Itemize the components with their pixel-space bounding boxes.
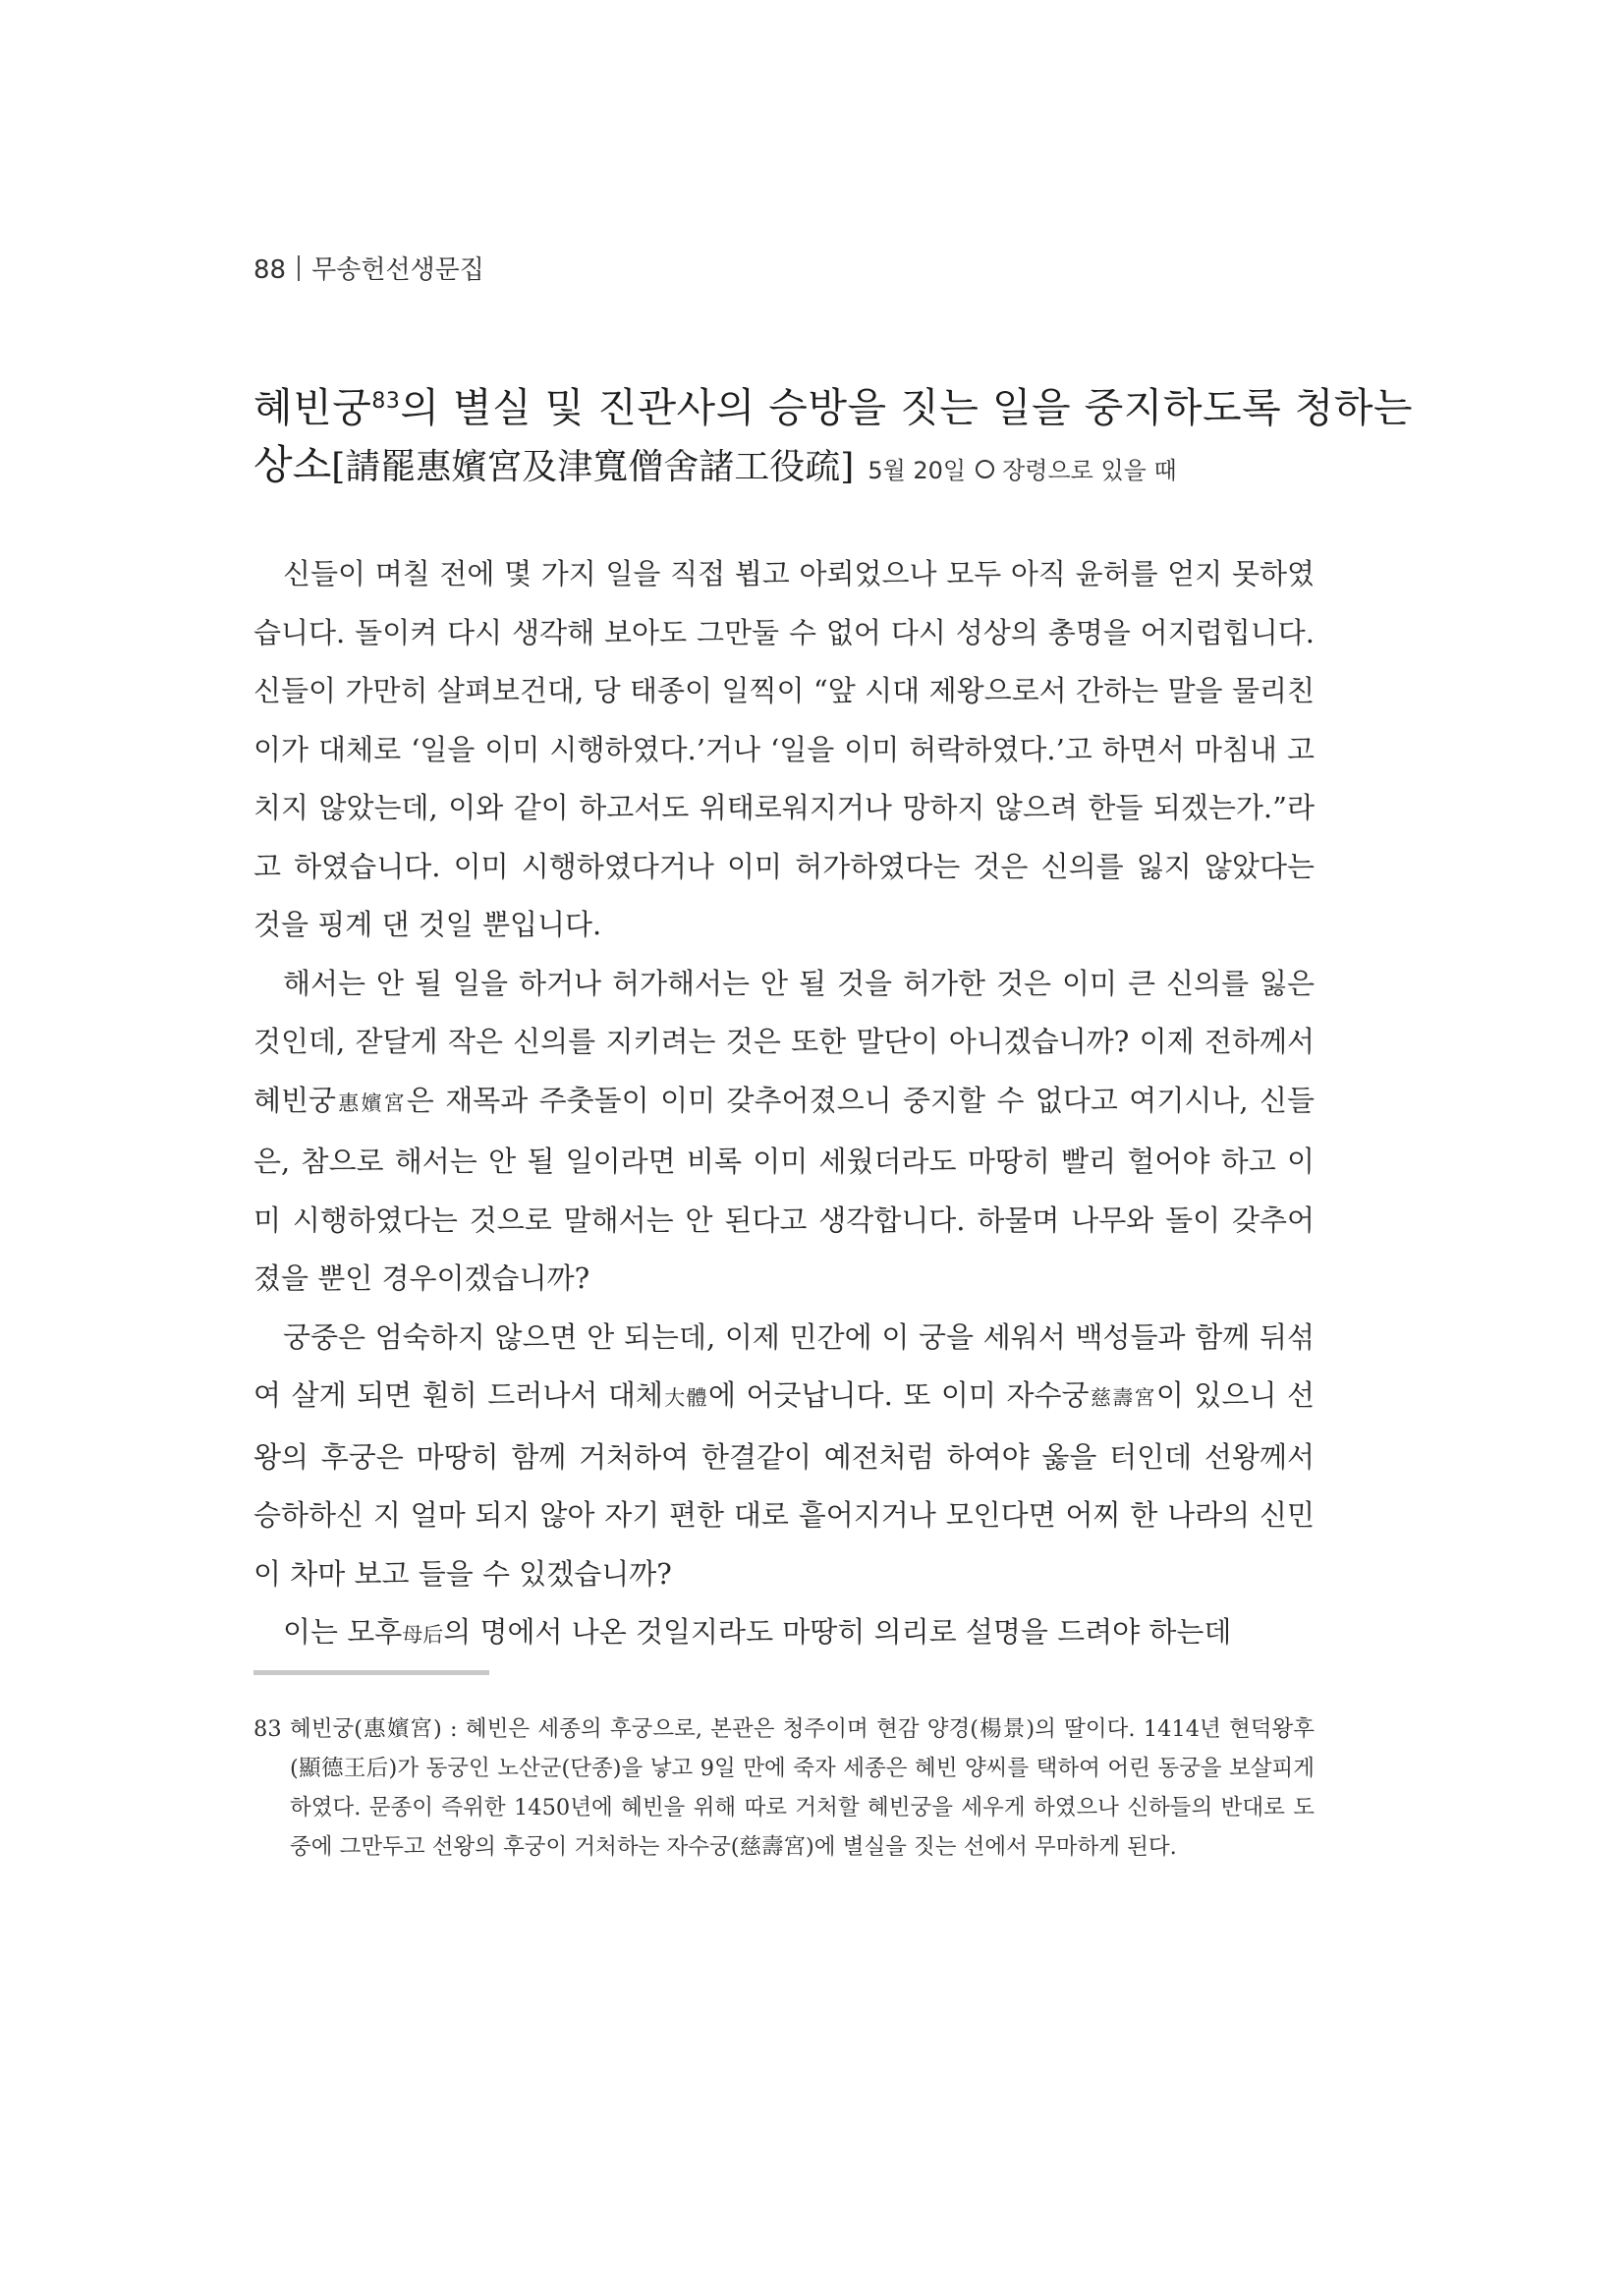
footnote-reference[interactable]: 83	[371, 389, 401, 414]
header-divider	[298, 255, 300, 281]
paragraph-3-text-b: 에 어긋납니다. 또 이미 자수궁	[707, 1378, 1090, 1412]
paragraph-4-text-b: 의 명에서 나온 것일지라도 마땅히 의리로 설명을 드려야 하는데	[443, 1615, 1232, 1649]
section-title	[253, 373, 1414, 499]
page-number: 88	[253, 255, 287, 285]
footnote-text: 혜빈궁(惠嬪宮) : 혜빈은 세종의 후궁으로, 본관은 청주이며 현감 양경(楊景)의 딸이다. 1414년 현덕왕후(顯德王后)가 동궁인 노산군(단종)을 낳고 9일 만에 죽자 세종은 혜빈 양씨를 택하여 어린 동궁을 보살피게 하였다. 문종이 즉위한 1450년에 혜빈을 위해 따로 거처할 혜빈궁을 세우게 하였으나 신하들의 반대로 도중에 그만두고 선왕의 후궁이 거처하는 자수궁(慈壽宮)에 별실을 짓는 선에서 무마하게 된다.	[290, 1716, 1315, 1860]
title-line-2	[253, 436, 1315, 499]
footnote-83	[253, 1709, 1315, 1867]
title-korean: 상소	[253, 441, 332, 488]
paragraph-4	[253, 1603, 1315, 1665]
book-title: 무송헌선생문집	[311, 255, 484, 285]
title-text-start: 혜빈궁	[253, 384, 372, 431]
title-line-1	[253, 373, 1414, 436]
paragraph-2	[253, 955, 1315, 1309]
title-hanja: [請罷惠嬪宮及津寬僧舍諸工役疏]	[331, 447, 855, 487]
paragraph-4-text-a: 이는 모후	[283, 1615, 403, 1649]
footnote-divider	[253, 1670, 489, 1675]
body-text	[253, 545, 1315, 1665]
circle-bullet-icon	[976, 460, 994, 478]
title-text-end: 의 별실 및 진관사의 승방을 짓는 일을 중지하도록 청하는	[400, 384, 1414, 431]
paragraph-3-text-a: 궁중은 엄숙하지 않으면 안 되는데, 이제 민간에 이 궁을 세워서 백성들과 함께 뒤섞여 살게 되면 훤히 드러나서 대체	[253, 1319, 1315, 1412]
paragraph-3	[253, 1309, 1315, 1604]
paragraph-4-hanja: 母后	[402, 1623, 444, 1647]
paragraph-2-hanja: 惠嬪宮	[336, 1091, 407, 1115]
paragraph-1: 신들이 며칠 전에 몇 가지 일을 직접 뵙고 아뢰었으나 모두 아직 윤허를 얻지 못하였습니다. 돌이켜 다시 생각해 보아도 그만둘 수 없어 다시 성상의 총명을 어지럽힙니다. 신들이 가만히 살펴보건대, 당 태종이 일찍이 “앞 시대 제왕으로서 간하는 말을 물리친 이가 대체로 ‘일을 이미 시행하였다.’거나 ‘일을 이미 허락하였다.’고 하면서 마침내 고치지 않았는데, 이와 같이 하고서도 위태로워지거나 망하지 않으려 한들 되겠는가.”라고 하였습니다. 이미 시행하였다거나 이미 허가하였다는 것은 신의를 잃지 않았다는 것을 핑계 댄 것일 뿐입니다.	[253, 557, 1315, 941]
title-date: 5월 20일	[868, 457, 967, 484]
title-context: 장령으로 있을 때	[1002, 457, 1177, 484]
footnote-number: 83	[253, 1716, 282, 1742]
paragraph-3-text-c: 이 있으니 선왕의 후궁은 마땅히 함께 거처하여 한결같이 예전처럼 하여야 옳을 터인데 선왕께서 승하하신 지 얼마 되지 않아 자기 편한 대로 흩어지거나 모인다면 어찌 한 나라의 신민이 차마 보고 들을 수 있겠습니까?	[253, 1378, 1316, 1591]
paragraph-2-text-a: 해서는 안 될 일을 하거나 허가해서는 안 될 것을 허가한 것은 이미 큰 신의를 잃은 것인데, 잗달게 작은 신의를 지키려는 것은 또한 말단이 아니겠습니까? 이제 전하께서 혜빈궁	[253, 966, 1315, 1117]
paragraph-3-hanja-1: 大體	[662, 1386, 708, 1410]
paragraph-3-hanja-2: 慈壽宮	[1089, 1386, 1156, 1410]
running-header	[253, 250, 484, 286]
paragraph-2-text-b: 은 재목과 주춧돌이 이미 갖추어졌으니 중지할 수 없다고 여기시나, 신들은, 참으로 해서는 안 될 일이라면 비록 이미 세웠더라도 마땅히 빨리 헐어야 하고 이미 시행하였다는 것으로 말해서는 안 된다고 생각합니다. 하물며 나무와 돌이 갖추어졌을 뿐인 경우이겠습니까?	[253, 1083, 1316, 1295]
